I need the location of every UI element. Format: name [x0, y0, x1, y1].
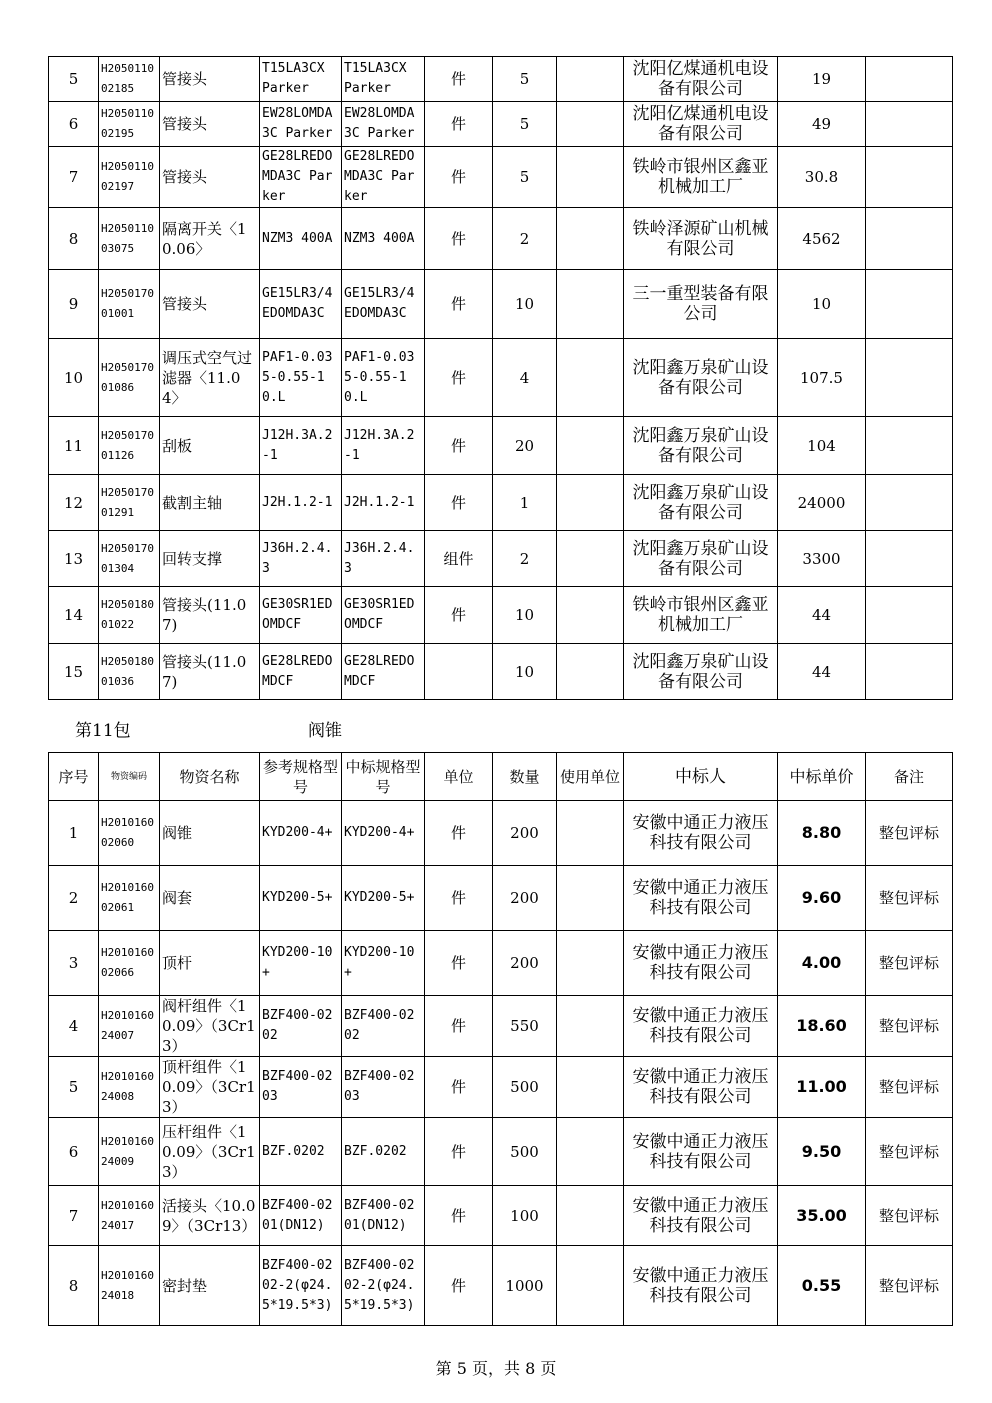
cell-ref-spec: NZM3 400A — [260, 208, 342, 270]
cell-qty: 500 — [493, 1118, 557, 1186]
package-number: 第11包 — [75, 721, 131, 741]
cell-price: 18.60 — [778, 996, 866, 1057]
cell-note: 整包评标 — [866, 1057, 953, 1118]
cell-code: H201016002060 — [99, 801, 160, 866]
cell-use-unit — [557, 1186, 624, 1246]
cell-vendor: 安徽中通正力液压科技有限公司 — [624, 866, 778, 931]
cell-name: 管接头 — [160, 57, 260, 102]
cell-name: 活接头〈10.09〉（3Cr13） — [160, 1186, 260, 1246]
cell-note: 整包评标 — [866, 866, 953, 931]
cell-name: 隔离开关〈10.06〉 — [160, 208, 260, 270]
cell-name: 密封垫 — [160, 1246, 260, 1326]
cell-qty: 550 — [493, 996, 557, 1057]
cell-note: 整包评标 — [866, 801, 953, 866]
cell-bid-spec: PAF1-0.035-0.55-10.L — [342, 339, 425, 417]
cell-ref-spec: KYD200-10+ — [260, 931, 342, 996]
cell-bid-spec: BZF400-0202-2(φ24.5*19.5*3) — [342, 1246, 425, 1326]
cell-unit: 件 — [425, 208, 493, 270]
cell-ref-spec: PAF1-0.035-0.55-10.L — [260, 339, 342, 417]
cell-price: 4.00 — [778, 931, 866, 996]
cell-vendor: 沈阳鑫万泉矿山设备有限公司 — [624, 417, 778, 475]
cell-bid-spec: KYD200-10+ — [342, 931, 425, 996]
cell-use-unit — [557, 417, 624, 475]
cell-vendor: 安徽中通正力液压科技有限公司 — [624, 931, 778, 996]
cell-use-unit — [557, 1057, 624, 1118]
cell-unit: 件 — [425, 866, 493, 931]
cell-price: 44 — [778, 587, 866, 644]
header-bid-spec: 中标规格型号 — [342, 753, 425, 801]
cell-qty: 4 — [493, 339, 557, 417]
cell-name: 调压式空气过滤器〈11.04〉 — [160, 339, 260, 417]
cell-price: 35.00 — [778, 1186, 866, 1246]
cell-qty: 10 — [493, 270, 557, 339]
cell-vendor: 铁岭市银州区鑫亚机械加工厂 — [624, 147, 778, 208]
cell-code: H205011003075 — [99, 208, 160, 270]
cell-qty: 2 — [493, 208, 557, 270]
cell-vendor: 安徽中通正力液压科技有限公司 — [624, 1057, 778, 1118]
cell-name: 阀锥 — [160, 801, 260, 866]
cell-unit: 件 — [425, 102, 493, 147]
cell-ref-spec: BZF400-0201(DN12) — [260, 1186, 342, 1246]
cell-vendor: 沈阳亿煤通机电设备有限公司 — [624, 57, 778, 102]
header-seq: 序号 — [49, 753, 99, 801]
cell-name: 回转支撑 — [160, 531, 260, 587]
cell-code: H205011002185 — [99, 57, 160, 102]
cell-qty: 1 — [493, 475, 557, 531]
table-row — [49, 801, 953, 866]
cell-ref-spec: J36H.2.4.3 — [260, 531, 342, 587]
cell-note — [866, 57, 953, 102]
cell-use-unit — [557, 866, 624, 931]
header-qty: 数量 — [493, 753, 557, 801]
cell-unit: 件 — [425, 417, 493, 475]
cell-vendor: 安徽中通正力液压科技有限公司 — [624, 1118, 778, 1186]
table-row — [49, 208, 953, 270]
cell-price: 8.80 — [778, 801, 866, 866]
cell-vendor: 安徽中通正力液压科技有限公司 — [624, 996, 778, 1057]
cell-name: 管接头(11.07) — [160, 644, 260, 700]
cell-bid-spec: J2H.1.2-1 — [342, 475, 425, 531]
cell-vendor: 三一重型装备有限公司 — [624, 270, 778, 339]
cell-bid-spec: GE28LREDOMDA3C Parker — [342, 147, 425, 208]
cell-code: H201016024009 — [99, 1118, 160, 1186]
cell-code: H201016002066 — [99, 931, 160, 996]
table-row — [49, 270, 953, 339]
page-footer: 第 5 页，共 8 页 — [435, 1359, 557, 1378]
table-row — [49, 644, 953, 700]
cell-use-unit — [557, 931, 624, 996]
cell-ref-spec: KYD200-5+ — [260, 866, 342, 931]
cell-unit: 件 — [425, 475, 493, 531]
cell-bid-spec: BZF400-0201(DN12) — [342, 1186, 425, 1246]
cell-bid-spec: J36H.2.4.3 — [342, 531, 425, 587]
table-row — [49, 1118, 953, 1186]
cell-bid-spec: GE30SR1EDOMDCF — [342, 587, 425, 644]
cell-note — [866, 147, 953, 208]
cell-price: 19 — [778, 57, 866, 102]
cell-unit — [425, 644, 493, 700]
cell-ref-spec: KYD200-4+ — [260, 801, 342, 866]
cell-bid-spec: BZF.0202 — [342, 1118, 425, 1186]
items-table-continued — [48, 56, 953, 700]
cell-ref-spec: GE15LR3/4EDOMDA3C — [260, 270, 342, 339]
cell-bid-spec: EW28LOMDA3C Parker — [342, 102, 425, 147]
cell-vendor: 安徽中通正力液压科技有限公司 — [624, 1186, 778, 1246]
cell-note — [866, 644, 953, 700]
cell-unit: 件 — [425, 996, 493, 1057]
cell-qty: 500 — [493, 1057, 557, 1118]
cell-seq: 14 — [49, 587, 99, 644]
cell-price: 104 — [778, 417, 866, 475]
cell-vendor: 铁岭泽源矿山机械有限公司 — [624, 208, 778, 270]
table-row — [49, 475, 953, 531]
cell-bid-spec: GE28LREDOMDCF — [342, 644, 425, 700]
cell-use-unit — [557, 644, 624, 700]
cell-seq: 7 — [49, 147, 99, 208]
cell-seq: 4 — [49, 996, 99, 1057]
cell-seq: 8 — [49, 1246, 99, 1326]
cell-code: H205017001304 — [99, 531, 160, 587]
cell-unit: 件 — [425, 587, 493, 644]
cell-name: 截割主轴 — [160, 475, 260, 531]
cell-ref-spec: BZF400-0202-2(φ24.5*19.5*3) — [260, 1246, 342, 1326]
cell-note: 整包评标 — [866, 996, 953, 1057]
cell-price: 3300 — [778, 531, 866, 587]
cell-unit: 件 — [425, 270, 493, 339]
cell-ref-spec: BZF.0202 — [260, 1118, 342, 1186]
cell-qty: 200 — [493, 801, 557, 866]
table-row — [49, 996, 953, 1057]
cell-note: 整包评标 — [866, 1118, 953, 1186]
cell-price: 107.5 — [778, 339, 866, 417]
cell-use-unit — [557, 531, 624, 587]
cell-unit: 组件 — [425, 531, 493, 587]
cell-name: 管接头 — [160, 102, 260, 147]
cell-name: 阀杆组件〈10.09〉（3Cr13） — [160, 996, 260, 1057]
cell-unit: 件 — [425, 147, 493, 208]
cell-qty: 5 — [493, 147, 557, 208]
cell-price: 9.50 — [778, 1118, 866, 1186]
header-price: 中标单价 — [778, 753, 866, 801]
cell-code: H205017001126 — [99, 417, 160, 475]
cell-use-unit — [557, 270, 624, 339]
cell-use-unit — [557, 1246, 624, 1326]
cell-ref-spec: J12H.3A.2-1 — [260, 417, 342, 475]
cell-code: H205017001291 — [99, 475, 160, 531]
table-header-row — [49, 753, 953, 801]
cell-note: 整包评标 — [866, 1246, 953, 1326]
cell-ref-spec: J2H.1.2-1 — [260, 475, 342, 531]
cell-bid-spec: BZF400-0202 — [342, 996, 425, 1057]
cell-price: 9.60 — [778, 866, 866, 931]
cell-code: H205017001001 — [99, 270, 160, 339]
cell-unit: 件 — [425, 1118, 493, 1186]
cell-qty: 5 — [493, 102, 557, 147]
cell-vendor: 安徽中通正力液压科技有限公司 — [624, 1246, 778, 1326]
cell-seq: 5 — [49, 57, 99, 102]
cell-qty: 2 — [493, 531, 557, 587]
cell-price: 44 — [778, 644, 866, 700]
cell-seq: 7 — [49, 1186, 99, 1246]
cell-price: 30.8 — [778, 147, 866, 208]
package-title: 阀锥 — [308, 721, 342, 741]
table-row — [49, 57, 953, 102]
cell-name: 管接头 — [160, 147, 260, 208]
cell-bid-spec: GE15LR3/4EDOMDA3C — [342, 270, 425, 339]
table-row — [49, 339, 953, 417]
cell-ref-spec: GE28LREDOMDA3C Parker — [260, 147, 342, 208]
cell-vendor: 沈阳鑫万泉矿山设备有限公司 — [624, 339, 778, 417]
cell-qty: 10 — [493, 644, 557, 700]
cell-seq: 6 — [49, 1118, 99, 1186]
cell-seq: 5 — [49, 1057, 99, 1118]
cell-seq: 15 — [49, 644, 99, 700]
cell-unit: 件 — [425, 339, 493, 417]
cell-ref-spec: BZF400-0202 — [260, 996, 342, 1057]
cell-name: 管接头 — [160, 270, 260, 339]
cell-name: 顶杆组件〈10.09〉（3Cr13） — [160, 1057, 260, 1118]
cell-code: H205011002197 — [99, 147, 160, 208]
cell-note: 整包评标 — [866, 1186, 953, 1246]
cell-price: 24000 — [778, 475, 866, 531]
header-ref-spec: 参考规格型号 — [260, 753, 342, 801]
cell-unit: 件 — [425, 1057, 493, 1118]
cell-qty: 200 — [493, 866, 557, 931]
cell-unit: 件 — [425, 801, 493, 866]
cell-seq: 2 — [49, 866, 99, 931]
cell-use-unit — [557, 996, 624, 1057]
cell-use-unit — [557, 475, 624, 531]
cell-bid-spec: NZM3 400A — [342, 208, 425, 270]
cell-code: H205018001022 — [99, 587, 160, 644]
cell-note — [866, 587, 953, 644]
header-note: 备注 — [866, 753, 953, 801]
cell-unit: 件 — [425, 931, 493, 996]
header-unit: 单位 — [425, 753, 493, 801]
cell-qty: 20 — [493, 417, 557, 475]
cell-note: 整包评标 — [866, 931, 953, 996]
cell-note — [866, 417, 953, 475]
cell-name: 阀套 — [160, 866, 260, 931]
table-row — [49, 1186, 953, 1246]
cell-seq: 11 — [49, 417, 99, 475]
cell-qty: 1000 — [493, 1246, 557, 1326]
cell-seq: 10 — [49, 339, 99, 417]
cell-use-unit — [557, 57, 624, 102]
cell-note — [866, 531, 953, 587]
cell-note — [866, 339, 953, 417]
cell-price: 4562 — [778, 208, 866, 270]
cell-vendor: 安徽中通正力液压科技有限公司 — [624, 801, 778, 866]
cell-ref-spec: BZF400-0203 — [260, 1057, 342, 1118]
cell-unit: 件 — [425, 1246, 493, 1326]
cell-use-unit — [557, 1118, 624, 1186]
cell-vendor: 沈阳鑫万泉矿山设备有限公司 — [624, 475, 778, 531]
cell-vendor: 沈阳鑫万泉矿山设备有限公司 — [624, 644, 778, 700]
cell-code: H201016024017 — [99, 1186, 160, 1246]
cell-seq: 9 — [49, 270, 99, 339]
cell-qty: 5 — [493, 57, 557, 102]
cell-bid-spec: BZF400-0203 — [342, 1057, 425, 1118]
table-row — [49, 147, 953, 208]
cell-ref-spec: GE28LREDOMDCF — [260, 644, 342, 700]
cell-name: 管接头(11.07) — [160, 587, 260, 644]
table-row — [49, 102, 953, 147]
cell-name: 顶杆 — [160, 931, 260, 996]
header-use-unit: 使用单位 — [557, 753, 624, 801]
cell-vendor: 沈阳鑫万泉矿山设备有限公司 — [624, 531, 778, 587]
cell-seq: 8 — [49, 208, 99, 270]
cell-ref-spec: EW28LOMDA3C Parker — [260, 102, 342, 147]
table-row — [49, 1057, 953, 1118]
cell-code: H201016024008 — [99, 1057, 160, 1118]
cell-code: H201016024018 — [99, 1246, 160, 1326]
cell-note — [866, 208, 953, 270]
cell-unit: 件 — [425, 1186, 493, 1246]
cell-qty: 200 — [493, 931, 557, 996]
cell-note — [866, 102, 953, 147]
cell-use-unit — [557, 102, 624, 147]
cell-vendor: 沈阳亿煤通机电设备有限公司 — [624, 102, 778, 147]
cell-bid-spec: T15LA3CX Parker — [342, 57, 425, 102]
cell-code: H205017001086 — [99, 339, 160, 417]
cell-name: 压杆组件〈10.09〉（3Cr13） — [160, 1118, 260, 1186]
header-name: 物资名称 — [160, 753, 260, 801]
cell-seq: 6 — [49, 102, 99, 147]
cell-price: 0.55 — [778, 1246, 866, 1326]
cell-code: H201016002061 — [99, 866, 160, 931]
cell-vendor: 铁岭市银州区鑫亚机械加工厂 — [624, 587, 778, 644]
table-row — [49, 866, 953, 931]
table-row — [49, 417, 953, 475]
table-row — [49, 1246, 953, 1326]
cell-price: 10 — [778, 270, 866, 339]
cell-bid-spec: KYD200-5+ — [342, 866, 425, 931]
cell-qty: 10 — [493, 587, 557, 644]
cell-use-unit — [557, 801, 624, 866]
cell-seq: 13 — [49, 531, 99, 587]
header-vendor: 中标人 — [624, 753, 778, 801]
cell-bid-spec: KYD200-4+ — [342, 801, 425, 866]
cell-use-unit — [557, 587, 624, 644]
cell-ref-spec: GE30SR1EDOMDCF — [260, 587, 342, 644]
cell-use-unit — [557, 208, 624, 270]
cell-use-unit — [557, 147, 624, 208]
cell-code: H205018001036 — [99, 644, 160, 700]
cell-note — [866, 475, 953, 531]
cell-bid-spec: J12H.3A.2-1 — [342, 417, 425, 475]
cell-price: 49 — [778, 102, 866, 147]
table-row — [49, 931, 953, 996]
table-row — [49, 531, 953, 587]
table-row — [49, 587, 953, 644]
cell-note — [866, 270, 953, 339]
package-11-table — [48, 752, 953, 1326]
cell-code: H201016024007 — [99, 996, 160, 1057]
cell-seq: 12 — [49, 475, 99, 531]
cell-seq: 3 — [49, 931, 99, 996]
cell-qty: 100 — [493, 1186, 557, 1246]
cell-unit: 件 — [425, 57, 493, 102]
cell-ref-spec: T15LA3CX Parker — [260, 57, 342, 102]
cell-name: 刮板 — [160, 417, 260, 475]
header-code: 物资编码 — [99, 753, 160, 801]
cell-seq: 1 — [49, 801, 99, 866]
cell-code: H205011002195 — [99, 102, 160, 147]
cell-price: 11.00 — [778, 1057, 866, 1118]
cell-use-unit — [557, 339, 624, 417]
